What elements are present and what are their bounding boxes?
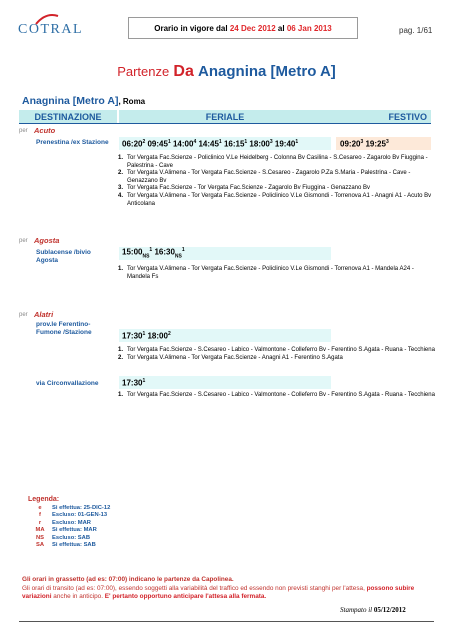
time-entry: $09:20^3$ xyxy=(340,138,364,149)
origin-name: Anagnina [Metro A] xyxy=(22,95,119,107)
cotral-logo: COTRAL xyxy=(18,22,83,37)
column-header-destination: DESTINAZIONE xyxy=(19,110,117,123)
destination-town: Acuto xyxy=(34,126,56,135)
printed-date: Stampato il 05/12/2012 xyxy=(340,606,406,614)
route-list xyxy=(118,266,436,281)
per-label: per xyxy=(19,312,28,318)
validity-mid: al xyxy=(277,23,285,33)
time-entry: $19:40^1$ xyxy=(274,138,299,149)
destination-stop: Prenestina /ex Stazione xyxy=(36,139,109,146)
legend-item: MA Si effettua: MAR xyxy=(35,527,97,534)
legend-item: r Escluso: MAR xyxy=(38,519,91,526)
weekday-times xyxy=(119,137,331,150)
destination-stop: via Circonvallazione xyxy=(36,380,99,387)
title-da: Da xyxy=(173,63,194,80)
time-entry: $06:20^2$ xyxy=(122,138,146,149)
header-divider xyxy=(19,123,431,124)
legend-item: e Si effettua: 25-DIC-12 xyxy=(38,505,111,511)
time-entry: $14:45^1$ xyxy=(198,138,222,149)
time-entry: $18:00^3$ xyxy=(249,138,273,149)
legend-list xyxy=(28,505,110,549)
holiday-times xyxy=(336,137,431,150)
page-title xyxy=(0,63,453,81)
legend-item: NS Escluso: SAB xyxy=(35,534,91,541)
validity-banner xyxy=(128,17,358,39)
column-header-holiday: FESTIVO xyxy=(331,110,431,123)
page-number: pag. 1/61 xyxy=(399,26,433,35)
origin-city: , Roma xyxy=(118,97,146,106)
route-item: 2. Tor Vergata V.Alimena - Tor Vergata Fac.Scienze - S.Cesareo - Zagarolo P.Za S.Maria - Palestrina - Cave - Genazzano Bv xyxy=(118,170,411,184)
route-list xyxy=(118,392,436,400)
time-entry: $16:30_{NS}^1$ xyxy=(154,247,185,260)
per-label: per xyxy=(19,128,28,134)
footer-divider xyxy=(19,621,434,622)
route-item: 1. Tor Vergata Fac.Scienze - S.Cesareo - Labico - Valmontone - Colleferro Bv - Ferentino S.Agata - Ruana - Tecchiena xyxy=(118,392,435,398)
time-entry: $09:45^1$ xyxy=(147,138,171,149)
route-item: 1. Tor Vergata V.Alimena - Tor Vergata Fac.Scienze - Policlinico V.Le Gismondi - Torrenova A1 - Mandela A24 - Mandela Fs xyxy=(118,266,414,280)
legend-item: f Escluso: 01-GEN-13 xyxy=(39,512,108,519)
footer-notes xyxy=(22,576,438,602)
destination-town: Agosta xyxy=(34,236,60,245)
time-entry: $16:15^1$ xyxy=(223,138,248,149)
origin-location xyxy=(22,95,145,107)
time-entry: $19:25^3$ xyxy=(365,138,389,149)
route-item: 1. Tor Vergata Fac.Scienze - Policlinico V.Le Heidelberg - Colonna Bv Casilina - S.Cesareo - Zagarolo Bv Fiuggina - Palestrina - Cave xyxy=(118,155,428,169)
validity-prefix: Orario in vigore dal xyxy=(154,23,228,33)
note-line-1: Gli orari in grassetto (ad es: 07:00) indicano le partenze da Capolinea. xyxy=(22,576,234,583)
weekday-times xyxy=(119,247,331,260)
route-item: 4. Tor Vergata V.Alimena - Tor Vergata Fac.Scienze - Policlinico V.Le Gismondi - Torrenova A1 - Anagni A1 - Acuto Bv Anticolana xyxy=(118,192,432,207)
weekday-times xyxy=(119,376,331,389)
route-item: 2. Tor Vergata V.Alimena - Tor Vergata Fac.Scienze - Anagni A1 - Ferentino S.Agata xyxy=(118,354,343,361)
validity-from: 24 Dec 2012 xyxy=(229,23,276,33)
route-item: 3. Tor Vergata Fac.Scienze - Tor Vergata Fac.Scienze - Zagarolo Bv Fiuggina - Genazzano Bv xyxy=(118,185,371,192)
per-label: per xyxy=(19,238,28,244)
legend-item: SA Si effettua: SAB xyxy=(35,542,96,549)
time-entry: $17:30^1$ xyxy=(122,377,146,388)
legend-title: Legenda: xyxy=(28,496,60,503)
destination-stop: Sublacense /bivio Agosta xyxy=(36,249,91,264)
note-line-2: Gli orari di transito (ad es: 07:00), essendo soggetti alla variabilità del traffico ed essendo non previsti stanghi per l'attesa, possono subire variazioni anche in anticipo. E' pertanto opportuno anticipare l'attesa alla fermata. xyxy=(22,584,415,600)
title-prefix: Partenze xyxy=(117,64,170,79)
route-list xyxy=(118,155,436,208)
validity-to: 06 Jan 2013 xyxy=(286,23,332,33)
destination-town: Alatri xyxy=(34,310,54,319)
time-entry: $17:30^1$ xyxy=(122,330,146,341)
title-origin: Anagnina [Metro A] xyxy=(198,63,336,80)
route-list xyxy=(118,347,436,362)
time-entry: $15:00_{NS}^1$ xyxy=(122,247,153,260)
time-entry: $14:00^4$ xyxy=(172,138,197,149)
weekday-times xyxy=(119,329,331,342)
column-header-weekday: FERIALE xyxy=(119,110,331,123)
time-entry: $18:00^2$ xyxy=(147,330,171,341)
destination-stop: prov.le Ferentino-Fumone /Stazione xyxy=(36,321,92,336)
route-item: 1. Tor Vergata Fac.Scienze - S.Cesareo - Labico - Valmontone - Colleferro Bv - Ferentino S.Agata - Ruana - Tecchiena xyxy=(118,347,435,353)
